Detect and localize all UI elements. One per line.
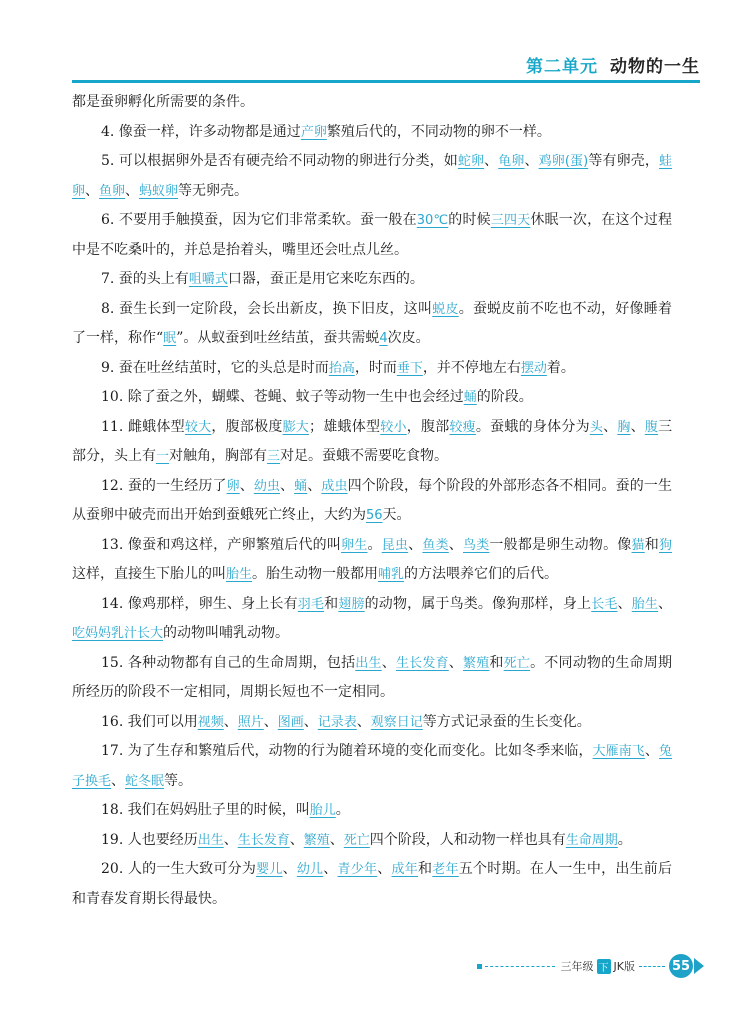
static-text: 8. 蚕生长到一定阶段，会长出新皮，换下旧皮，这叫	[101, 300, 433, 317]
answer-text: 幼儿	[296, 862, 324, 877]
static-text: 休眠一次，在这个过程中是不吃桑叶的，并总是抬着头，嘴里还会吐点儿丝。	[72, 212, 672, 258]
static-text: ，并不停地左右	[422, 359, 521, 376]
answer-text: 出生	[355, 655, 382, 671]
list-item	[72, 295, 672, 354]
footer-dot-icon	[477, 964, 482, 969]
answer-text: 30℃	[416, 213, 449, 228]
answer-text: 羽毛	[297, 596, 325, 612]
answer-text: 卵	[226, 478, 240, 494]
answer-text: 繁殖	[303, 832, 330, 848]
static-text: 、	[377, 861, 392, 877]
content-body	[72, 88, 672, 914]
static-text: 16. 我们可以用	[101, 713, 198, 730]
static-text: 、	[484, 153, 499, 169]
list-item	[72, 472, 672, 531]
list-item	[72, 590, 672, 649]
answer-text: 蚂蚁卵	[139, 183, 179, 199]
footer-dash-line	[485, 966, 555, 967]
answer-text: 吃妈妈乳汁长大	[72, 626, 164, 641]
static-text: 天。	[382, 507, 411, 523]
static-text: 和	[489, 654, 504, 671]
static-text: 6. 不要用手触摸蚕，因为它们非常柔软。蚕一般在	[101, 212, 417, 228]
list-item	[72, 354, 672, 384]
static-text: 。蚕蛾的身体分为	[475, 418, 590, 435]
list-item	[72, 855, 672, 914]
static-text: 和	[644, 536, 659, 553]
static-text: 7. 蚕的头上有	[101, 271, 189, 287]
static-text: 繁殖后代的，不同动物的卵不一样。	[326, 123, 551, 140]
answer-text: 死亡	[503, 655, 531, 671]
answer-text: 兔子换毛	[72, 744, 672, 789]
static-text: 、	[282, 861, 297, 877]
answer-text: 胸	[617, 419, 631, 435]
static-text: 5. 可以根据卵外是否有硬壳给不同动物的卵进行分类，如	[101, 153, 458, 169]
static-text: 、	[448, 654, 463, 671]
static-text: 和	[324, 595, 339, 612]
footer-dash-line-short	[639, 966, 665, 967]
page-footer	[477, 954, 704, 978]
static-text: 、	[85, 182, 100, 199]
answer-text: 图画	[277, 714, 304, 730]
static-text: 都是蚕卵孵化所需要的条件。	[72, 94, 254, 110]
answer-text: 4	[379, 331, 388, 346]
static-text: 19. 人也要经历	[101, 831, 198, 848]
static-text: 五个时期。在人一生中，出生前后和青春发育期长得最快。	[72, 861, 673, 907]
answer-text: 蛹	[294, 478, 308, 494]
answer-text: 婴儿	[256, 862, 283, 877]
static-text: 、	[125, 182, 140, 199]
static-text: 18. 我们在妈妈肚子里的时候，叫	[101, 802, 310, 818]
static-text: 4. 像蚕一样，许多动物都是通过	[101, 123, 301, 140]
list-item	[72, 147, 672, 206]
answer-text: 繁殖	[463, 655, 490, 671]
answer-text: 较瘦	[449, 419, 476, 435]
answer-text: 垂下	[396, 360, 423, 376]
static-text: 、	[603, 418, 618, 435]
page-header	[526, 52, 700, 77]
static-text: 、	[280, 477, 295, 494]
static-text: 14. 像鸡那样，卵生、身上长有	[101, 595, 298, 612]
footer-edition: JK版	[613, 960, 635, 973]
static-text: 等有卵壳，	[588, 153, 659, 169]
static-text: 、	[223, 831, 238, 848]
answer-text: 蛙卵	[72, 154, 672, 199]
answer-text: 老年	[432, 862, 459, 877]
static-text: 的阶段。	[476, 389, 533, 405]
static-text: 、	[263, 713, 278, 730]
static-text: 。不同动物的生命周期所经历的阶段不一定相同，周期长短也不一定相同。	[72, 654, 672, 700]
answer-text: 鱼类	[422, 537, 449, 553]
static-text: 、	[617, 595, 632, 612]
static-text: 。	[617, 831, 632, 848]
answer-text: 咀嚼式	[188, 272, 228, 287]
answer-text: 鸟类	[463, 537, 490, 553]
static-text: 。蚕蜕皮前不吃也不动，好像睡着了一样，称作“	[72, 300, 672, 346]
answer-text: 胎生	[226, 567, 253, 582]
answer-text: 视频	[197, 714, 224, 730]
answer-text: 鸡卵(蛋)	[538, 154, 589, 169]
static-text: 12. 蚕的一生经历了	[101, 477, 227, 494]
answer-text: 生长发育	[237, 832, 290, 848]
static-text: 、	[381, 654, 396, 671]
static-text: 口器，蚕正是用它来吃东西的。	[227, 271, 424, 287]
static-text: 次皮。	[387, 330, 430, 346]
answer-text: 较小	[380, 419, 407, 435]
answer-text: 蛇冬眠	[125, 773, 165, 789]
answer-text: 成虫	[321, 478, 348, 494]
static-text: 。胎生动物一般都用	[252, 566, 379, 582]
static-text: 这样，直接生下胎儿的叫	[72, 566, 226, 582]
answer-text: 三	[267, 449, 281, 464]
answer-text: 照片	[237, 714, 264, 730]
answer-text: 胎生	[631, 596, 659, 612]
answer-text: 成年	[391, 862, 418, 877]
static-text: 17. 为了生存和繁殖后代，动物的行为随着环境的变化而变化。比如冬季来临，	[101, 743, 593, 759]
list-item	[72, 826, 672, 856]
answer-text: 胎儿	[309, 803, 336, 818]
static-text: 11. 雌蛾体型	[101, 418, 185, 435]
static-text: ”。从蚁蚕到吐丝结茧，蚕共需蜕	[176, 330, 380, 346]
static-text: 。	[335, 802, 350, 818]
answer-text: 膨大	[282, 419, 310, 435]
static-text: 对触角，胸部有	[169, 448, 268, 464]
static-text: 。	[367, 536, 382, 553]
list-item	[72, 531, 672, 590]
answer-text: 哺乳	[378, 567, 405, 582]
static-text: ；雄蛾体型	[309, 418, 381, 435]
static-text: 、	[644, 743, 659, 759]
answer-text: 鱼卵	[99, 183, 126, 199]
list-item	[72, 737, 672, 796]
static-text: 的动物叫哺乳动物。	[163, 625, 290, 641]
unit-topic: 动物的一生	[610, 57, 700, 77]
list-item	[72, 796, 672, 826]
list-item	[72, 708, 672, 738]
list-item	[72, 206, 672, 265]
static-text: 一般都是卵生动物。像	[489, 536, 632, 553]
answer-text: 昆虫	[381, 537, 409, 553]
static-text: 的时候	[448, 212, 491, 228]
list-item	[72, 383, 672, 413]
answer-text: 死亡	[343, 832, 370, 848]
answer-text: 头	[589, 419, 604, 435]
static-text: 、	[356, 713, 371, 730]
static-text: 10. 除了蚕之外，蝴蝶、苍蝇、蚊子等动物一生中也会经过	[101, 389, 464, 405]
static-text: 等方式记录蚕的生长变化。	[422, 713, 591, 730]
answer-text: 产卵	[300, 124, 327, 140]
answer-text: 大雁南飞	[592, 744, 645, 759]
static-text: 、	[111, 772, 126, 789]
static-text: 13. 像蚕和鸡这样，产卵繁殖后代的叫	[101, 536, 342, 553]
answer-text: 记录表	[317, 714, 357, 730]
answer-text: 龟卵	[498, 154, 525, 169]
answer-text: 翅膀	[338, 596, 365, 612]
answer-text: 生命周期	[565, 832, 618, 848]
answer-text: 生长发育	[395, 655, 449, 671]
static-text: 、	[630, 418, 645, 435]
answer-text: 幼虫	[253, 478, 281, 494]
answer-text: 腹	[644, 419, 659, 435]
answer-text: 青少年	[337, 862, 378, 877]
answer-text: 卵生	[341, 537, 368, 553]
static-text: 对足。蚕蛾不需要吃食物。	[280, 448, 449, 464]
static-text: 、	[289, 831, 304, 848]
answer-text: 较大	[184, 419, 212, 435]
list-item	[72, 413, 672, 472]
static-text: 、	[658, 595, 673, 612]
footer-volume: 下	[597, 959, 611, 974]
answer-text: 蛇卵	[457, 154, 485, 169]
static-text: 、	[408, 536, 423, 553]
answer-text: 摆动	[520, 360, 547, 376]
static-text: 、	[223, 713, 238, 730]
static-text: 四个阶段，每个阶段的外部形态各不相同。蚕的一生从蚕卵中破壳而出开始到蚕蛾死亡终止，大约为	[72, 477, 672, 523]
static-text: 15. 各种动物都有自己的生命周期，包括	[101, 654, 356, 671]
static-text: 、	[448, 536, 463, 553]
static-text: 和	[418, 861, 433, 877]
answer-text: 猫	[631, 537, 645, 553]
arrow-right-icon	[694, 958, 704, 974]
static-text: 着。	[546, 359, 575, 376]
answer-text: 蛹	[463, 390, 477, 405]
static-text: 、	[303, 713, 318, 730]
static-text: ，时而	[354, 359, 397, 376]
static-text: 等无卵壳。	[178, 182, 249, 199]
footer-grade: 三年级	[560, 960, 594, 973]
static-text: 四个阶段，人和动物一样也具有	[369, 831, 566, 848]
answer-text: 观察日记	[370, 714, 423, 730]
static-text: 9. 蚕在吐丝结茧时，它的头总是时而	[101, 359, 329, 376]
answer-text: 出生	[197, 832, 224, 848]
static-text: ，腹部	[406, 418, 450, 435]
continued-text	[72, 88, 672, 118]
answer-text: 一	[156, 449, 170, 464]
list-item	[72, 265, 672, 295]
static-text: 、	[329, 831, 344, 848]
static-text: 、	[239, 477, 254, 494]
unit-title: 第二单元	[526, 57, 598, 77]
static-text: 的方法喂养它们的后代。	[404, 566, 559, 582]
header-rule	[72, 80, 700, 83]
static-text: 20. 人的一生大致可分为	[101, 861, 257, 877]
answer-text: 抬高	[328, 360, 355, 376]
answer-text: 狗	[658, 537, 672, 553]
answer-text: 56	[366, 508, 383, 523]
static-text: 、	[323, 861, 338, 877]
answer-text: 三四天	[490, 213, 531, 228]
static-text: 三部分，头上有	[72, 418, 673, 464]
list-item	[72, 649, 672, 708]
answer-text: 长毛	[591, 596, 618, 612]
static-text: 、	[307, 477, 322, 494]
answer-text: 眠	[163, 331, 177, 346]
static-text: 等。	[164, 772, 193, 789]
page-number: 55	[669, 954, 693, 978]
static-text: 的动物，属于鸟类。像狗那样，身上	[364, 595, 592, 612]
static-text: ，腹部极度	[211, 418, 283, 435]
answer-text: 蜕皮	[432, 301, 459, 317]
static-text: 、	[524, 153, 539, 169]
list-item	[72, 118, 672, 148]
